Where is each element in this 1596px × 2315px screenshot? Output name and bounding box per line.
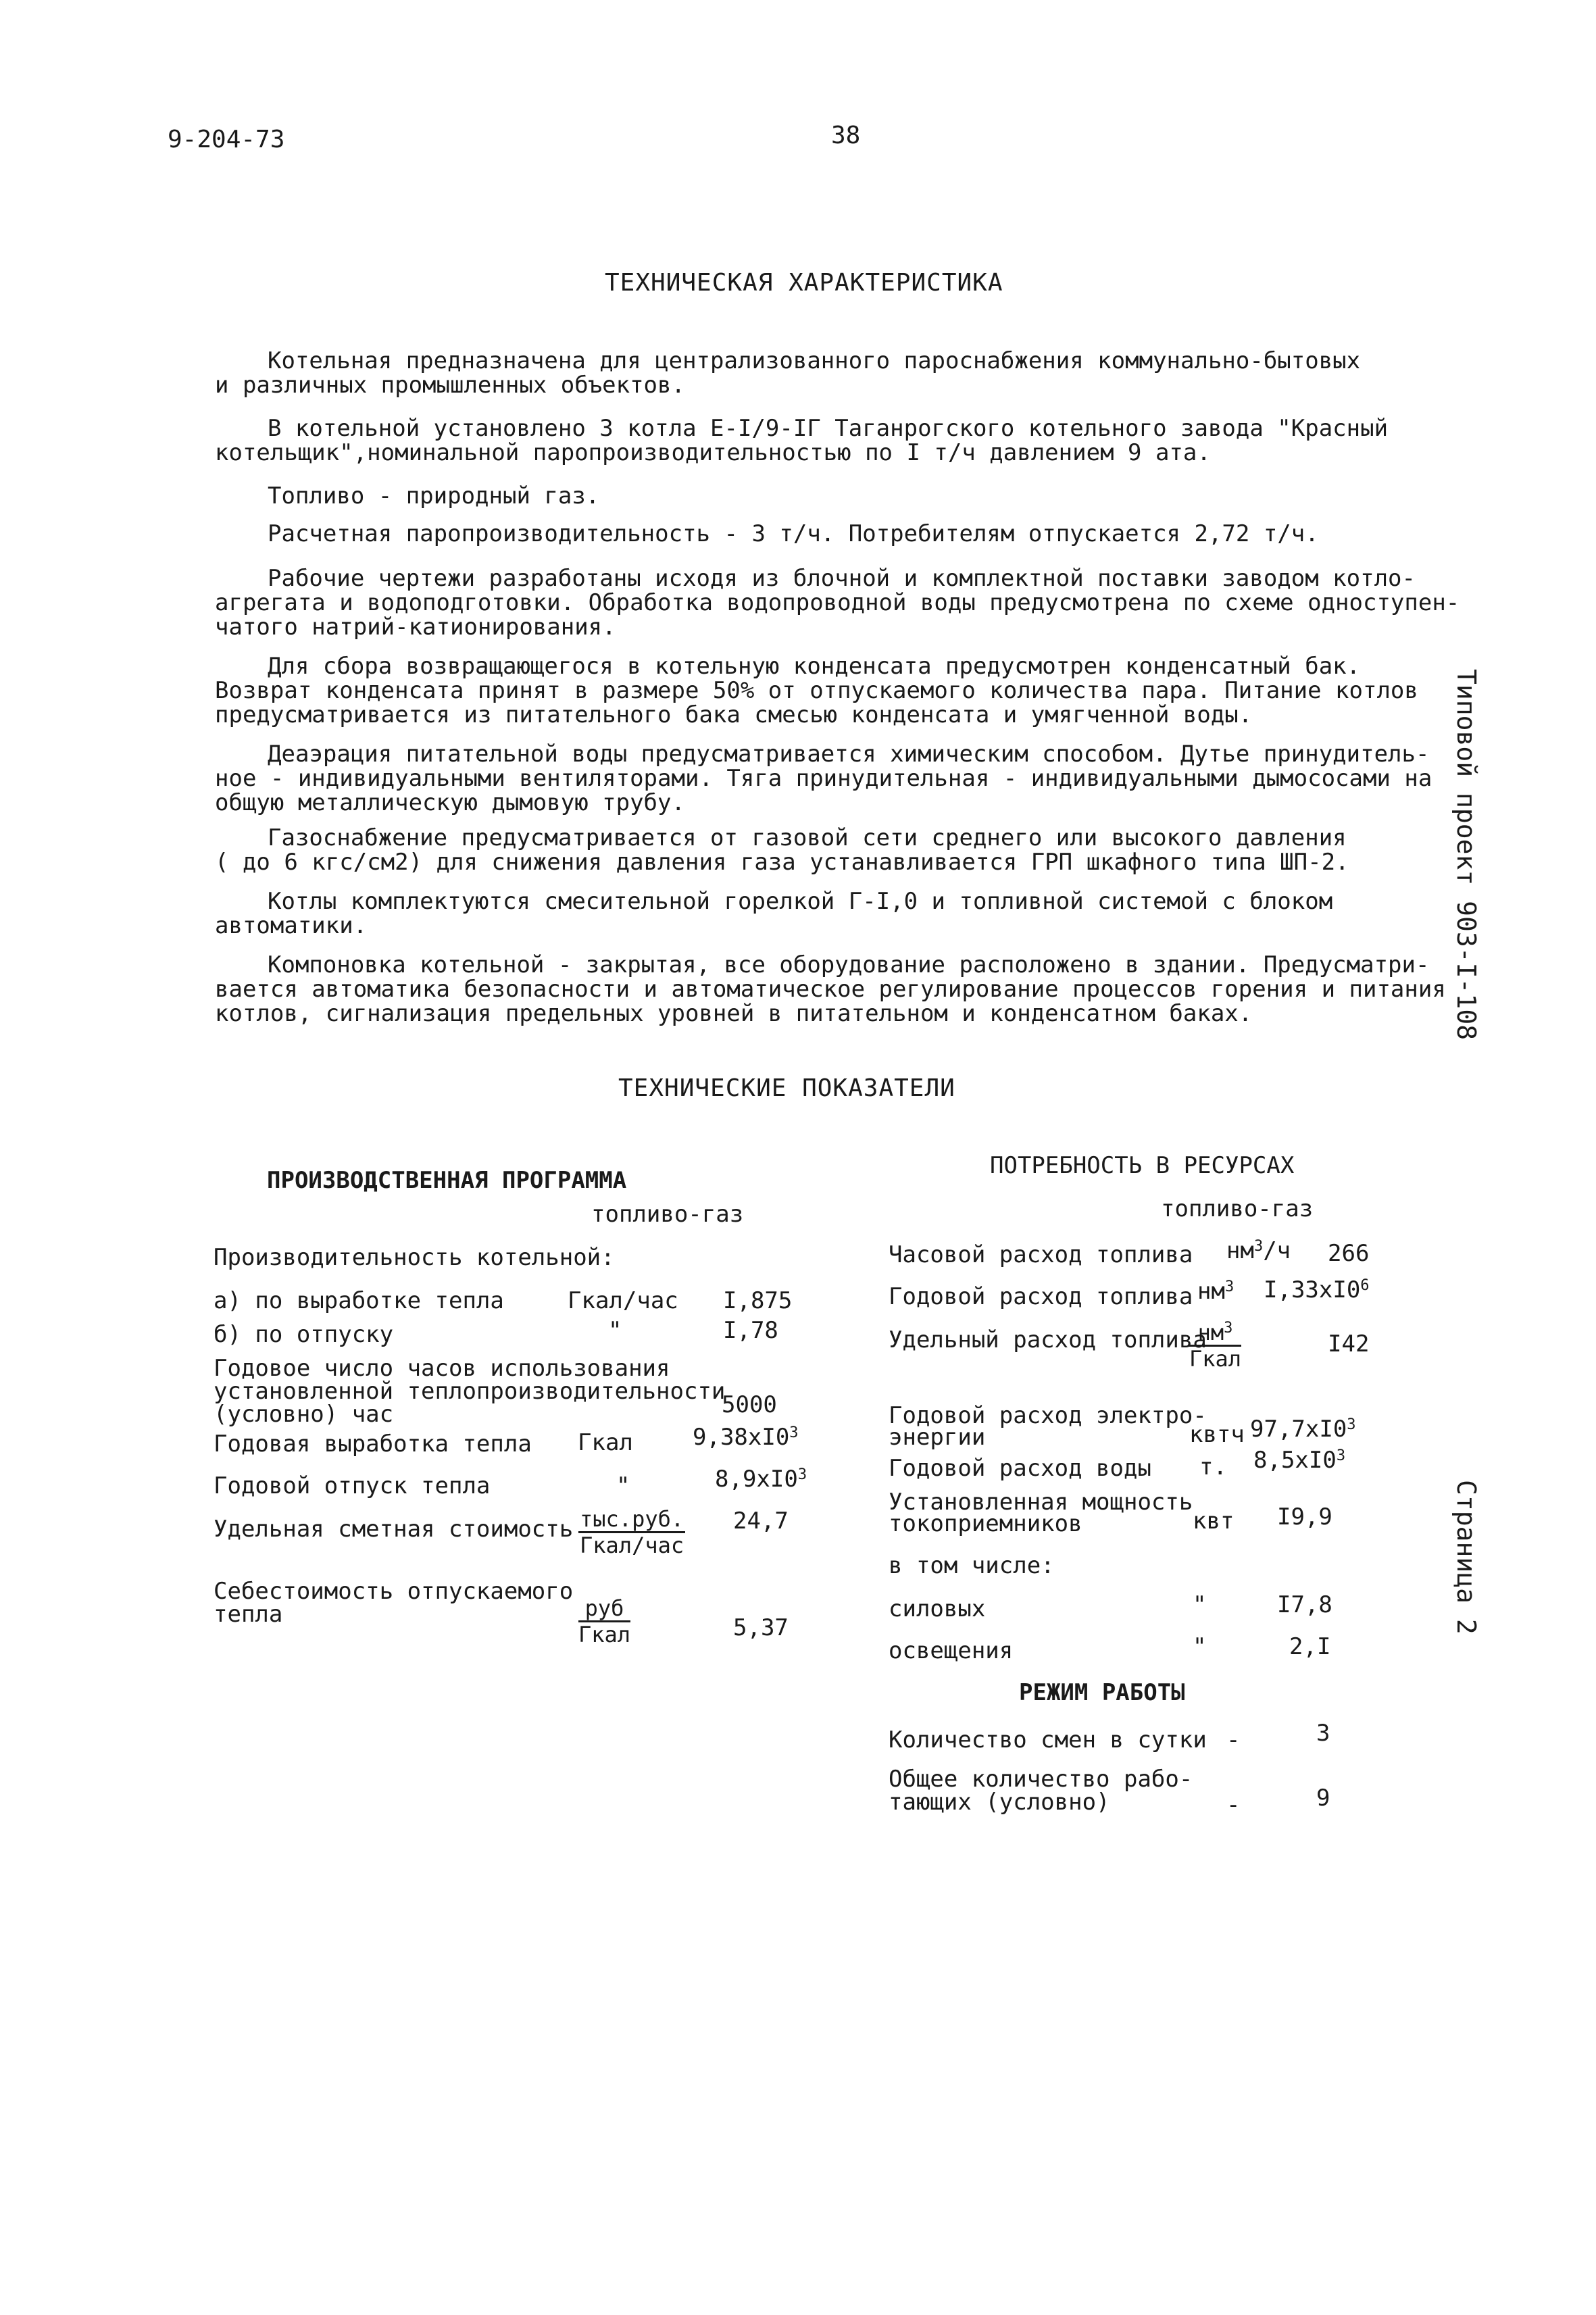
row-b-label: б) по отпуску <box>214 1321 394 1348</box>
paragraph-line: котлов, сигнализация предельных уровней в питательном и конденсатном баках. <box>215 1000 1253 1027</box>
annual-release-value: $8,9xI0^3$ <box>715 1466 807 1493</box>
annual-electricity-line-1: Годовой расход электро- <box>889 1402 1207 1429</box>
paragraph-10 <box>215 953 1446 1026</box>
paragraph-6 <box>215 654 1418 727</box>
section-title-indicators: ТЕХНИЧЕСКИЕ ПОКАЗАТЕЛИ <box>618 1074 955 1102</box>
cost-unit <box>578 1596 630 1647</box>
paragraph-line: ное - индивидуальными вентиляторами. Тяга принудительная - индивидуальными дымососами на <box>215 765 1432 792</box>
paragraph-line: ( до 6 кгс/см2) для снижения давления газа устанавливается ГРП шкафного типа ШП-2. <box>215 849 1349 876</box>
paragraph-line: вается автоматика безопасности и автоматическое регулирование процессов горения и питания <box>215 976 1446 1003</box>
power-force-mark: " <box>1193 1591 1207 1618</box>
row-a-unit: Гкал/час <box>568 1287 678 1314</box>
paragraph-line: Топливо - природный газ. <box>268 482 600 509</box>
section-title-characteristics: ТЕХНИЧЕСКАЯ ХАРАКТЕРИСТИКА <box>605 269 1003 297</box>
power-force-label: силовых <box>889 1595 986 1622</box>
production-title: ПРОИЗВОДСТВЕННАЯ ПРОГРАММА <box>267 1167 627 1194</box>
workers-line-1: Общее количество рабо- <box>889 1766 1193 1793</box>
row-a-label: а) по выработке тепла <box>214 1287 504 1314</box>
hourly-fuel-label: Часовой расход топлива <box>889 1241 1193 1268</box>
hourly-fuel-unit: $нм^3/ч$ <box>1226 1237 1291 1264</box>
annual-fuel-value: $I,33xI0^6$ <box>1264 1276 1370 1303</box>
workers-line-2: тающих (условно) <box>889 1789 1110 1816</box>
annual-electricity-value: $97,7xI0^3$ <box>1250 1416 1356 1443</box>
paragraph-7 <box>215 742 1432 815</box>
shifts-value: 3 <box>1316 1720 1330 1747</box>
annual-generation-label: Годовая выработка тепла <box>214 1430 532 1458</box>
lighting-mark: " <box>1193 1633 1207 1660</box>
row-b-value: I,78 <box>723 1317 778 1344</box>
paragraph-line: Деаэрация питательной воды предусматривается химическим способом. Дутье принудитель- <box>268 741 1430 768</box>
row-a-value: I,875 <box>723 1287 793 1314</box>
paragraph-3 <box>268 484 599 508</box>
work-mode-title: РЕЖИМ РАБОТЫ <box>1019 1679 1185 1706</box>
hours-line-3: (условно) час <box>214 1401 394 1428</box>
cost-line-2: тепла <box>214 1601 283 1628</box>
paragraph-line: и различных промышленных объектов. <box>215 372 685 399</box>
hourly-fuel-value: 266 <box>1328 1240 1370 1267</box>
paragraph-line: В котельной установлено 3 котла Е-I/9-IГ Таганрогского котельного завода "Красный <box>268 415 1389 442</box>
paragraph-line: Котлы комплектуются смесительной горелкой Г-I,0 и топливной системой с блоком <box>268 888 1333 915</box>
annual-electricity-unit: квтч <box>1189 1421 1245 1448</box>
paragraph-line: Расчетная паропроизводительность - 3 т/ч. Потребителям отпускается 2,72 т/ч. <box>268 520 1319 547</box>
annual-release-unit: " <box>616 1472 630 1499</box>
annual-electricity-line-2: энергии <box>889 1424 986 1451</box>
specific-fuel-label: Удельный расход топлива <box>889 1326 1207 1353</box>
hours-line-1: Годовое число часов использования <box>214 1355 670 1382</box>
power-force-value: I7,8 <box>1277 1591 1332 1618</box>
paragraph-9 <box>215 889 1332 938</box>
annual-water-value: $8,5xI0^3$ <box>1253 1447 1346 1474</box>
paragraph-5 <box>215 566 1460 639</box>
paragraph-line: Котельная предназначена для централизованного пароснабжения коммунально-бытовых <box>268 347 1361 374</box>
annual-fuel-unit: $нм^3$ <box>1197 1278 1235 1305</box>
paragraph-line: автоматики. <box>215 912 368 939</box>
resources-title: ПОТРЕБНОСТЬ В РЕСУРСАХ <box>990 1152 1295 1179</box>
installed-power-line-2: токоприемников <box>889 1510 1082 1537</box>
paragraph-line: чатого натрий-катионирования. <box>215 614 616 641</box>
lighting-label: освещения <box>889 1637 1014 1664</box>
specific-cost-label: Удельная сметная стоимость <box>214 1516 574 1543</box>
paragraph-1 <box>215 349 1360 397</box>
unit-numerator: руб <box>578 1596 630 1622</box>
annual-release-label: Годовой отпуск тепла <box>214 1472 491 1499</box>
production-fuel: топливо-газ <box>591 1201 744 1228</box>
cost-value: 5,37 <box>733 1614 789 1641</box>
paragraph-line: Возврат конденсата принят в размере 50% от отпускаемого количества пара. Питание котлов <box>215 677 1418 704</box>
paragraph-line: общую металлическую дымовую трубу. <box>215 789 685 816</box>
paragraph-line: Для сбора возвращающегося в котельную конденсата предусмотрен конденсатный бак. <box>268 653 1361 680</box>
specific-cost-unit <box>578 1507 685 1558</box>
row-b-unit: " <box>608 1317 622 1344</box>
installed-power-value: I9,9 <box>1277 1503 1332 1530</box>
cost-line-1: Себестоимость отпускаемого <box>214 1578 574 1605</box>
paragraph-line: Рабочие чертежи разработаны исходя из блочной и комплектной поставки заводом котло- <box>268 565 1416 592</box>
paragraph-line: агрегата и водоподготовки. Обработка водопроводной воды предусмотрена по схеме одноступен- <box>215 589 1460 616</box>
specific-fuel-value: I42 <box>1328 1330 1370 1358</box>
document-code: 9-204-73 <box>168 126 285 153</box>
hours-line-2: установленной теплопроизводительности <box>214 1378 726 1405</box>
unit-denominator: Гкал/час <box>580 1533 684 1558</box>
annual-generation-value: $9,38xI0^3$ <box>693 1424 799 1451</box>
specific-fuel-unit <box>1189 1320 1241 1371</box>
page-number: 38 <box>831 122 861 149</box>
unit-denominator: Гкал <box>1189 1346 1242 1372</box>
installed-power-line-1: Установленная мощность <box>889 1489 1193 1516</box>
shifts-dash: - <box>1226 1726 1241 1753</box>
hours-value: 5000 <box>722 1391 777 1418</box>
including-label: в том числе: <box>889 1552 1055 1579</box>
specific-cost-value: 24,7 <box>733 1508 789 1535</box>
unit-denominator: Гкал <box>578 1622 631 1647</box>
resources-fuel: топливо-газ <box>1161 1195 1314 1222</box>
capacity-label: Производительность котельной: <box>214 1244 615 1271</box>
workers-value: 9 <box>1316 1785 1330 1812</box>
side-page-label: Страница 2 <box>1451 1480 1481 1635</box>
paragraph-line: предусматривается из питательного бака смесью конденсата и умягченной воды. <box>215 701 1253 728</box>
paragraph-line: котельщик",номинальной паропроизводительностью по I т/ч давлением 9 ата. <box>215 439 1211 466</box>
shifts-label: Количество смен в сутки <box>889 1726 1207 1753</box>
paragraph-8 <box>215 826 1349 874</box>
side-project-label: Типовой проект 903-I-108 <box>1451 669 1481 1041</box>
paragraph-4 <box>268 522 1319 546</box>
lighting-value: 2,I <box>1289 1633 1331 1660</box>
unit-numerator: $нм^3$ <box>1189 1320 1241 1347</box>
annual-generation-unit: Гкал <box>578 1429 633 1456</box>
paragraph-line: Компоновка котельной - закрытая, все оборудование расположено в здании. Предусматри- <box>268 951 1430 978</box>
workers-dash: - <box>1226 1791 1241 1818</box>
annual-water-label: Годовой расход воды <box>889 1455 1151 1482</box>
installed-power-unit: квт <box>1193 1508 1235 1535</box>
paragraph-line: Газоснабжение предусматривается от газовой сети среднего или высокого давления <box>268 824 1347 851</box>
annual-water-unit: т. <box>1199 1453 1227 1480</box>
unit-numerator: тыс.руб. <box>580 1506 684 1532</box>
paragraph-2 <box>215 416 1388 465</box>
annual-fuel-label: Годовой расход топлива <box>889 1283 1193 1310</box>
